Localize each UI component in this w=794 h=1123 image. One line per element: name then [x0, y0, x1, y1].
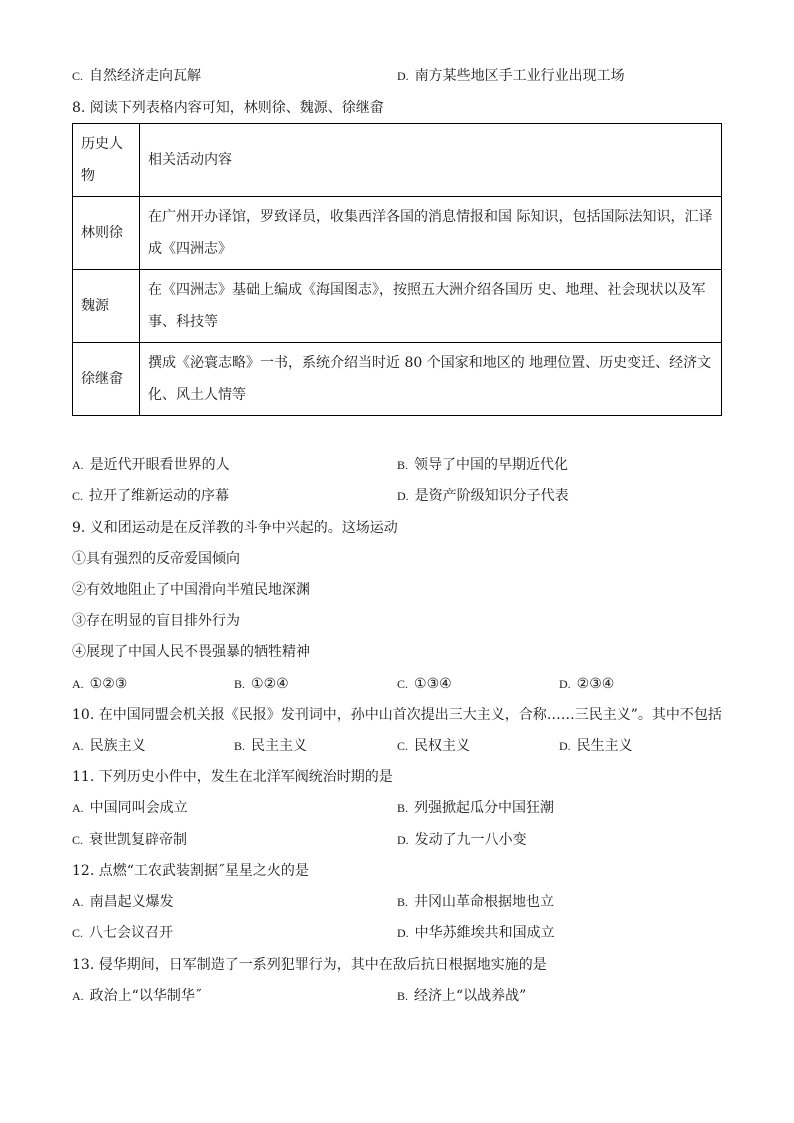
q13-option-a: [72, 986, 202, 1006]
option-text: 民权主义: [414, 738, 471, 754]
option-text: ②③④: [576, 676, 615, 692]
q13-option-b: [397, 986, 526, 1006]
q9-item-1: ①具有强烈的反帝爱国倾向: [72, 551, 240, 567]
option-label: B.: [234, 739, 246, 753]
q7-option-d: [397, 66, 625, 86]
option-label: B.: [397, 458, 409, 472]
q11-option-a: [72, 798, 188, 818]
option-text: 衰世凯复辟帝制: [89, 832, 188, 848]
q8-option-c: [72, 486, 229, 506]
option-label: B.: [397, 989, 409, 1003]
q11-option-c: [72, 830, 187, 850]
option-label: A.: [72, 677, 84, 691]
q12-stem: 12. 点燃“工农武装割据˝星星之火的是: [72, 863, 309, 879]
option-text: 南昌起义爆发: [89, 894, 174, 910]
q10-stem: 10. 在中国同盟会机关报《民报》发刊词中，孙中山首次提出三大主义，合称……三民主义”。其中不包括: [72, 707, 722, 723]
option-label: B.: [397, 801, 409, 815]
person-name: 魏源: [73, 270, 140, 343]
option-label: A.: [72, 801, 84, 815]
q10-option-c: [397, 736, 470, 756]
option-label: C.: [72, 926, 84, 940]
q9-stem: 9. 义和团运动是在反洋教的斗争中兴起的。这场运动: [72, 520, 398, 536]
option-text: 民主主义: [251, 738, 308, 754]
q11-option-d: [397, 830, 527, 850]
option-label: D.: [397, 833, 409, 847]
option-text: 中国同叫会成立: [89, 800, 188, 816]
q8-option-d: [397, 486, 569, 506]
option-text: ①③④: [414, 676, 452, 692]
option-text: 南方某些地区手工业行业出现工场: [414, 68, 625, 84]
q10-option-d: [559, 736, 633, 756]
option-label: D.: [559, 739, 571, 753]
q9-option-a: [72, 674, 127, 694]
option-label: A.: [72, 739, 84, 753]
option-label: B.: [397, 895, 409, 909]
table-row: [73, 343, 722, 416]
option-text: 是资产阶级知识分子代表: [414, 488, 569, 504]
q8-option-a: [72, 455, 230, 475]
option-label: D.: [397, 926, 409, 940]
q12-option-b: [397, 892, 554, 912]
option-text: ①②③: [89, 676, 128, 692]
option-text: 中华苏維埃共和国成立: [414, 925, 555, 941]
option-label: A.: [72, 989, 84, 1003]
q9-option-b: [234, 674, 289, 694]
q12-option-d: [397, 923, 555, 943]
person-name: 徐继畲: [73, 343, 140, 416]
q8-stem: 8. 阅读下列表格内容可知，林则徐、魏源、徐继畲: [72, 100, 384, 116]
q7-option-c: [72, 66, 201, 86]
option-label: C.: [72, 489, 84, 503]
option-text: 八七会议召开: [89, 925, 174, 941]
q9-item-3: ③存在明显的盲目排外行为: [72, 613, 240, 629]
option-label: D.: [397, 489, 409, 503]
option-text: 列强掀起瓜分中国狂潮: [414, 800, 555, 816]
table-row: [73, 197, 722, 270]
option-text: 民族主义: [89, 738, 146, 754]
option-text: 领导了中国的早期近代化: [414, 457, 569, 473]
q9-item-4: ④展现了中国人民不畏强暴的牺牲精神: [72, 644, 310, 660]
q9-item-2: ②有效地阻止了中国滑向半殖民地深渊: [72, 582, 310, 598]
q13-stem: 13. 侵华期间，日军制造了一系列犯罪行为，其中在敌后抗日根据地实施的是: [72, 957, 547, 973]
q9-option-c: [397, 674, 452, 694]
q12-option-c: [72, 923, 173, 943]
option-text: 井冈山革命根据地也立: [414, 894, 555, 910]
table-header-row: [73, 124, 722, 197]
activity-content: 在广州开办译馆，罗致译员，收集西洋各国的消息情报和国 际知识，包括国际法知识，汇译成《四洲志》: [140, 197, 722, 270]
option-label: D.: [559, 677, 571, 691]
q10-option-b: [234, 736, 307, 756]
table-row: [73, 270, 722, 343]
option-label: C.: [397, 677, 409, 691]
q10-option-a: [72, 736, 146, 756]
option-text: 自然经济走向瓦解: [89, 68, 202, 84]
header-content: 相关活动内容: [140, 124, 722, 197]
q8-option-b: [397, 455, 568, 475]
q11-option-b: [397, 798, 554, 818]
option-label: A.: [72, 458, 84, 472]
option-label: A.: [72, 895, 84, 909]
option-label: B.: [234, 677, 246, 691]
q8-table: [72, 123, 722, 416]
option-text: 拉开了维新运动的序幕: [89, 488, 230, 504]
option-text: ①②④: [251, 676, 289, 692]
q11-stem: 11. 下列历史小件中，发生在北洋军阀统治时期的是: [72, 769, 393, 785]
q12-option-a: [72, 892, 174, 912]
option-label: C.: [72, 69, 84, 83]
option-label: C.: [397, 739, 409, 753]
option-text: 政治上“以华制华˝: [89, 988, 202, 1004]
option-text: 民生主义: [576, 738, 633, 754]
activity-content: 撰成《泌寰志略》一书，系统介绍当时近 80 个国家和地区的 地理位置、历史变迁、经济文化、风土人情等: [140, 343, 722, 416]
option-label: D.: [397, 69, 409, 83]
activity-content: 在《四洲志》基础上编成《海国图志》，按照五大洲介绍各国历 史、地理、社会现状以及军事、科技等: [140, 270, 722, 343]
person-name: 林则徐: [73, 197, 140, 270]
q9-option-d: [559, 674, 614, 694]
option-text: 发动了九一八小变: [414, 832, 527, 848]
option-text: 是近代开眼看世界的人: [89, 457, 230, 473]
option-text: 经济上“以战养战”: [414, 988, 527, 1004]
header-person: 历史人物: [73, 124, 140, 197]
option-label: C.: [72, 833, 84, 847]
